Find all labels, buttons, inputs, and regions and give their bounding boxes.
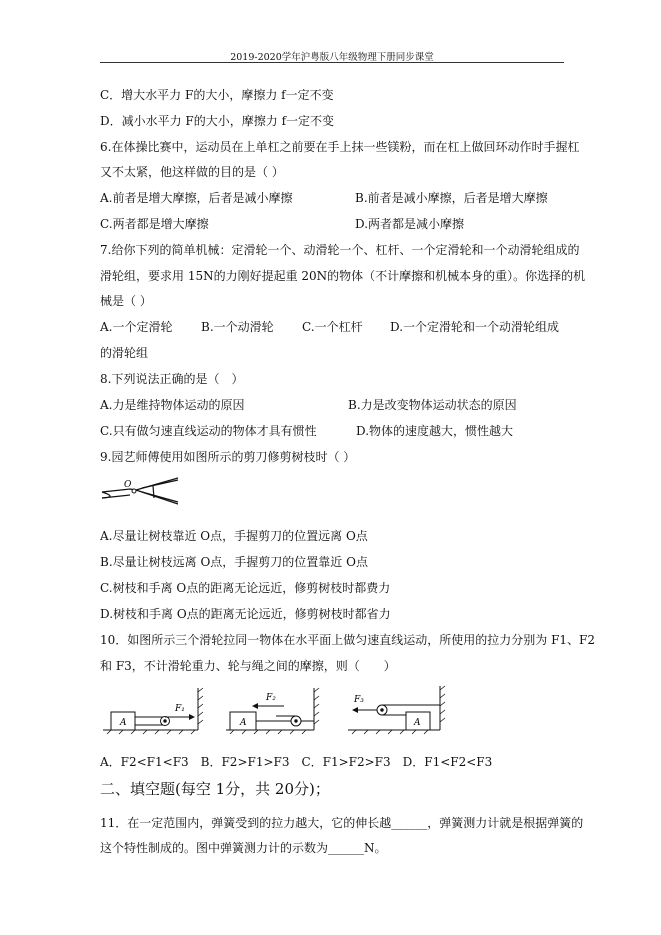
page-header: 2019-2020学年沪粤版八年级物理下册同步课堂 [230, 52, 434, 63]
q10-stem-1: 10．如图所示三个滑轮拉同一物体在水平面上做匀速直线运动，所使用的拉力分别为 F1、F2 [100, 633, 596, 647]
q11-line-2: 这个特性制成的。图中弹簧测力计的示数为______N。 [100, 841, 387, 855]
header-rule [100, 62, 564, 63]
q8-option-b: B.力是改变物体运动状态的原因 [348, 398, 517, 412]
block-a-label-3: A [414, 718, 421, 728]
pivot-point-marker [132, 489, 136, 493]
q6-option-b: B.前者是减小摩擦，后者是增大摩擦 [355, 191, 548, 205]
scissors-figure [100, 476, 182, 516]
q7-stem-2: 滑轮组，要求用 15N的力刚好提起重 20N的物体（不计摩擦和机械本身的重）。你选择的机 [100, 269, 586, 283]
q6-stem-2: 又不太紧，他这样做的目的是（ ） [100, 165, 284, 179]
q8-option-d: D.物体的速度越大，惯性越大 [356, 424, 514, 438]
q8-option-a: A.力是维持物体运动的原因 [100, 398, 245, 412]
q6-stem-1: 6.在体操比赛中，运动员在上单杠之前要在手上抹一些镁粉，而在杠上做回环动作时手握杠 [100, 140, 580, 154]
q7-stem-3: 械是（ ） [100, 294, 152, 308]
pulley-figure-1 [103, 686, 209, 742]
q7-option-b: B.一个动滑轮 [201, 320, 274, 334]
q7-stem-1: 7.给你下列的简单机械：定滑轮一个、动滑轮一个、杠杆、一个定滑轮和一个动滑轮组成的 [100, 243, 580, 257]
q9-option-c: C.树枝和手离 O点的距离无论远近，修剪树枝时都费力 [100, 581, 391, 595]
section-heading-fill-in: 二、填空题(每空 1分，共 20分)； [100, 780, 330, 798]
q7-option-c: C.一个杠杆 [302, 320, 363, 334]
q7-option-a: A.一个定滑轮 [100, 320, 173, 334]
pulley-figure-2 [226, 686, 326, 742]
block-a-label-2: A [240, 718, 247, 728]
pivot-label-o: O [124, 480, 132, 490]
q6-option-a: A.前者是增大摩擦，后者是减小摩擦 [100, 191, 293, 205]
q9-option-b: B.尽量让树枝远离 O点，手握剪刀的位置靠近 O点 [100, 555, 368, 569]
force-label-f2: F₂ [266, 693, 276, 703]
q6-option-d: D.两者都是减小摩擦 [355, 217, 465, 231]
pulley-figure-3 [348, 684, 452, 742]
q5-option-d: D．减小水平力 F的大小，摩擦力 f一定不变 [100, 114, 335, 128]
q8-option-c: C.只有做匀速直线运动的物体才具有惯性 [100, 424, 317, 438]
q8-stem: 8.下列说法正确的是（ ） [100, 372, 244, 386]
q10-options: A．F2<F1<F3 B．F2>F1>F3 C．F1>F2>F3 D．F1<F2<F3 [100, 755, 493, 769]
q7-option-d-cont: 的滑轮组 [100, 346, 149, 360]
q6-option-c: C.两者都是增大摩擦 [100, 217, 209, 231]
q11-line-1: 11．在一定范围内，弹簧受到的拉力越大，它的伸长越______，弹簧测力计就是根据弹簧的 [100, 816, 584, 830]
q7-option-d: D.一个定滑轮和一个动滑轮组成 [390, 320, 560, 334]
q10-stem-2: 和 F3，不计滑轮重力、轮与绳之间的摩擦，则（ ） [100, 659, 396, 673]
force-label-f1: F₁ [175, 704, 185, 714]
q9-option-a: A.尽量让树枝靠近 O点，手握剪刀的位置远离 O点 [100, 529, 368, 543]
q5-option-c: C．增大水平力 F的大小，摩擦力 f一定不变 [100, 88, 334, 102]
q9-option-d: D.树枝和手离 O点的距离无论远近，修剪树枝时都省力 [100, 607, 391, 621]
q9-stem: 9.园艺师傅使用如图所示的剪刀修剪树枝时（ ） [100, 450, 356, 464]
force-label-f3: F₃ [354, 695, 364, 705]
block-a-label-1: A [120, 718, 127, 728]
